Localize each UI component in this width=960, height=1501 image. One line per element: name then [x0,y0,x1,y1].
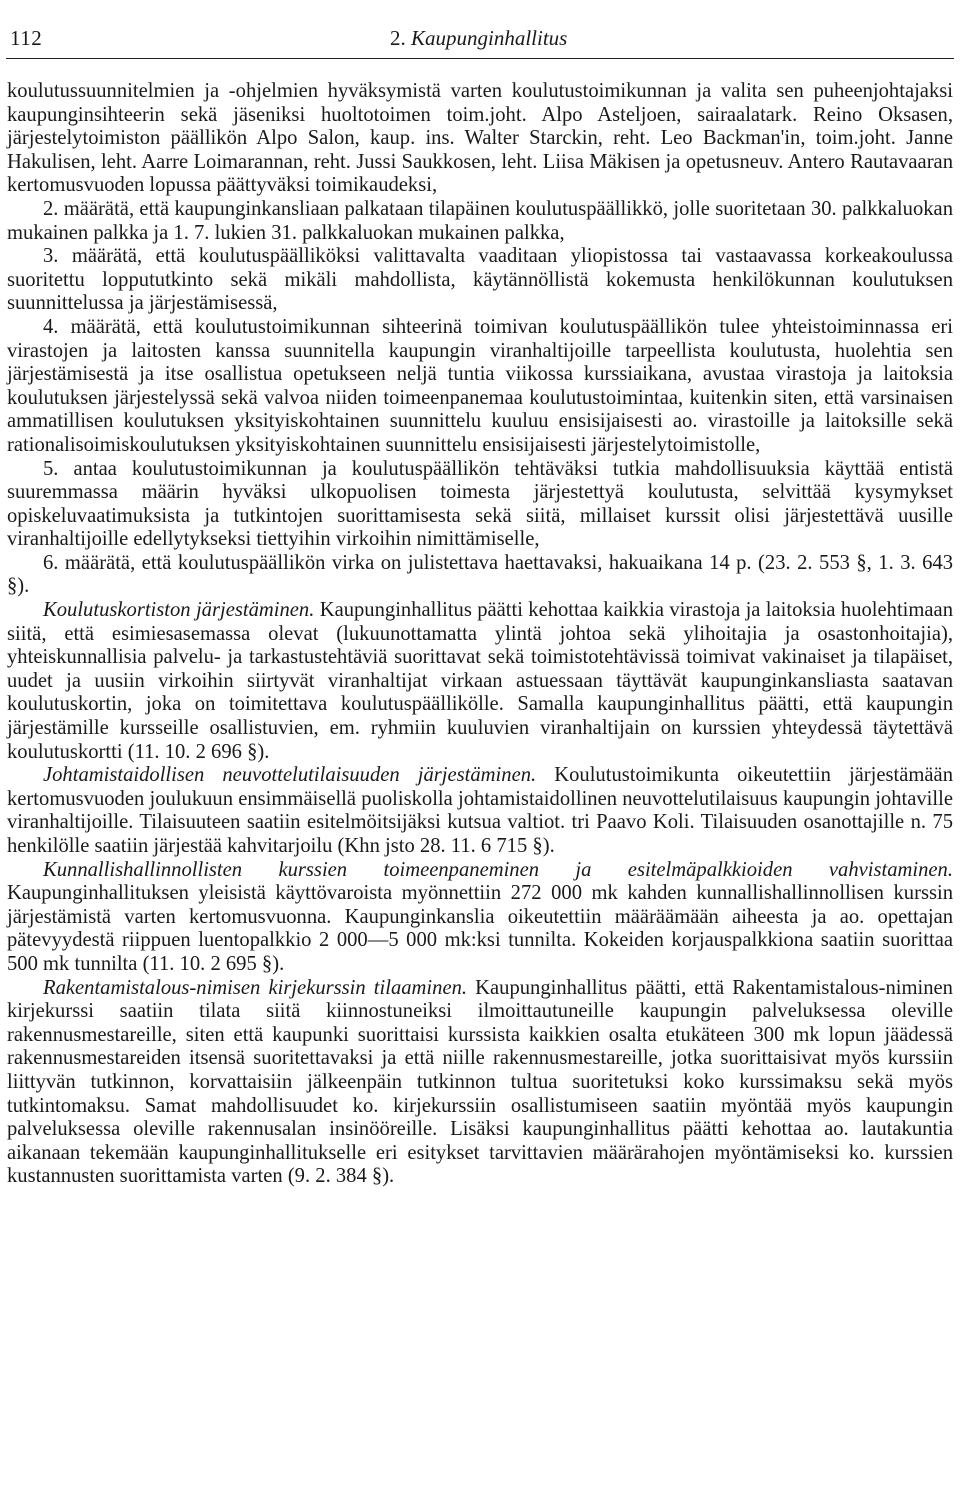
page-number: 112 [10,26,43,50]
page-header [6,26,954,56]
paragraph-text: 2. määrätä, että kaupunginkansliaan palkataan tilapäinen koulutuspäällikkö, jolle suoritetaan 30. palkkaluokan mukainen palkka ja 1. 7. lukien 31. palkkaluokan mukainen palkka, [7,197,953,244]
paragraph-text: 4. määrätä, että koulutustoimikunnan sihteerinä toimivan koulutuspäällikön tulee yhteistoiminnassa eri virastojen ja laitosten kanssa suunnitella kaupungin viranhaltijoille tarpeellista koulutusta, huolehtia sen järjestämisestä ja itse osallistua opetukseen neljä tuntia viikossa kurssiaikana, avustaa virastoja ja laitoksia koulutuksen järjestelyssä sekä valvoa niiden toimeenpanemaa koulutustoimintaa, kuitenkin siten, että varsinaisen ammatillisen koulutuksen yksityiskohtainen suunnittelu kuuluu ensisijaisesti ao. virastoille ja laitoksille sekä rationalisoimiskoulutuksen yksityiskohtainen suunnittelu ensisijaisesti järjestelytoimistolle, [7,315,953,456]
paragraph-9 [7,859,953,977]
paragraph-text: 6. määrätä, että koulutuspäällikön virka on julistettava haettavaksi, hakuaikana 14 p. (23. 2. 553 §, 1. 3. 643 §). [7,551,953,598]
paragraph-heading: Kunnallishallinnollisten kurssien toimeenpaneminen ja esitelmäpalkkioiden vahvistaminen. [43,858,953,881]
header-rule [6,58,954,59]
paragraph-3 [7,245,953,316]
paragraph-5 [7,458,953,552]
paragraph-text: Kaupunginhallitus päätti kehottaa kaikkia virastoja ja laitoksia huolehtimaan siitä, että esimiesasemassa olevat (lukuunottamatta ylintä johtoa sekä ylihoitajia ja osastonhoitajia), yhteiskunnallisia palvelu- ja tarkastustehtäviä suorittavat sekä toimistotehtävissä toimivat vakinaiset ja tilapäiset, uudet ja uusiin virkoihin siirtyvät viranhaltijat virkaan astuessaan täyttävät kaupunginkansliasta saatavan koulutuskortin, joka on toimitettava koulutuspäällikölle. Samalla kaupunginhallitus päätti, että kaupungin järjestämille kursseille osallistuvien, em. ryhmiin kuuluvien viranhaltijain on kurssien yhteydessä täytettävä koulutuskortti (11. 10. 2 696 §). [7,599,953,763]
paragraph-heading: Koulutuskortiston järjestäminen. [43,599,315,622]
section-number: 2. [390,26,406,50]
paragraph-text: Kaupunginhallituksen yleisistä käyttövaroista myönnettiin 272 000 mk kahden kunnallishallinnollisen kurssin järjestämistä varten kertomusvuonna. Kaupunginkanslia oikeutettiin määräämään aiheesta ja ao. opettajan pätevyydestä riippuen luentopalkkio 2 000—5 000 mk:ksi tunnilta. Kokeiden korjauspalkkiona saatiin suorittaa 500 mk tunnilta (11. 10. 2 695 §). [7,882,953,975]
running-head [390,26,567,51]
paragraph-7 [7,599,953,764]
paragraph-text: Kaupunginhallitus päätti, että Rakentamistalous-niminen kirjekurssi saatiin tilata siitä kiinnostuneiksi ilmoittautuneille kaupungin palveluksessa oleville rakennusmestareille, siten että kaupunki suorittaisi kurssista kaikkien osalta etukäteen 300 mk lopun jäädessä rakennusmestareiden itsensä suoritettavaksi ja että niille rakennusmestareille, jotka suorittaisivat myös kurssiin liittyvän tutkinnon, korvattaisiin jälkeenpäin tutkinnon tultua suoritetuksi koko kurssimaksu sekä myös tutkintomaksu. Samat mahdollisuudet ko. kirjekurssiin osallistumiseen saatiin myöntää myös kaupungin palveluksessa oleville rakennusalan insinööreille. Lisäksi kaupunginhallitus päätti kehottaa ao. lautakuntia aikanaan tekemään kaupunginhallitukselle eri esitykset tarvittavien määrärahojen myöntämiseksi ko. kurssien kustannusten suorittamista varten (9. 2. 384 §). [7,976,953,1188]
paragraph-text: 5. antaa koulutustoimikunnan ja koulutuspäällikön tehtäväksi tutkia mahdollisuuksia käyttää entistä suuremmassa määrin hyväksi ulkopuolisen toimesta järjestettyä koulutusta, selvittää kysymykset opiskeluvaatimuksista ja tutkintojen suorittamisesta sekä siitä, millaiset kurssit olisi järjestettävä uusille viranhaltijoille edellytykseksi tiettyihin virkoihin nimittämiselle, [7,457,953,551]
paragraph-6 [7,552,953,599]
paragraph-10 [7,977,953,1189]
paragraph-1 [7,80,953,198]
section-title: Kaupunginhallitus [411,26,568,50]
paragraph-2 [7,198,953,245]
body-text [7,80,953,1189]
paragraph-text: 3. määrätä, että koulutuspäälliköksi valittavalta vaaditaan yliopistossa tai vastaavassa korkeakoulussa suoritettu loppututkinto sekä mikäli mahdollista, käytännöllistä kokemusta henkilökunnan koulutuksen suunnittelussa ja järjestämisessä, [7,245,953,315]
paragraph-heading: Rakentamistalous-nimisen kirjekurssin tilaaminen. [43,976,468,999]
paragraph-text: koulutussuunnitelmien ja -ohjelmien hyväksymistä varten koulutustoimikunnan ja valita sen puheenjohtajaksi kaupunginsihteerin sekä jäseniksi huoltotoimen toim.joht. Alpo Asteljoen, sairaalatark. Reino Oksasen, järjestelytoimiston päällikön Alpo Salon, kaup. ins. Walter Starckin, reht. Leo Backman'in, toim.joht. Janne Hakulisen, leht. Aarre Loimarannan, reht. Jussi Saukkosen, leht. Liisa Mäkisen ja opetusneuv. Antero Rautavaaran kertomusvuoden lopussa päättyväksi toimikaudeksi, [7,80,953,197]
paragraph-4 [7,316,953,458]
paragraph-text: Koulutustoimikunta oikeutettiin järjestämään kertomusvuoden joulukuun ensimmäisellä puoliskolla johtamistaidollinen neuvottelutilaisuus kaupungin johtaville viranhaltijoille. Tilaisuuteen saatiin esitelmöitsijäksi kutsua valtiot. tri Paavo Koli. Tilaisuuden osanottajille n. 75 henkilölle saatiin järjestää kahvitarjoilu (Khn jsto 28. 11. 6 715 §). [7,764,953,857]
paragraph-heading: Johtamistaidollisen neuvottelutilaisuuden järjestäminen. [43,764,537,787]
paragraph-8 [7,764,953,858]
